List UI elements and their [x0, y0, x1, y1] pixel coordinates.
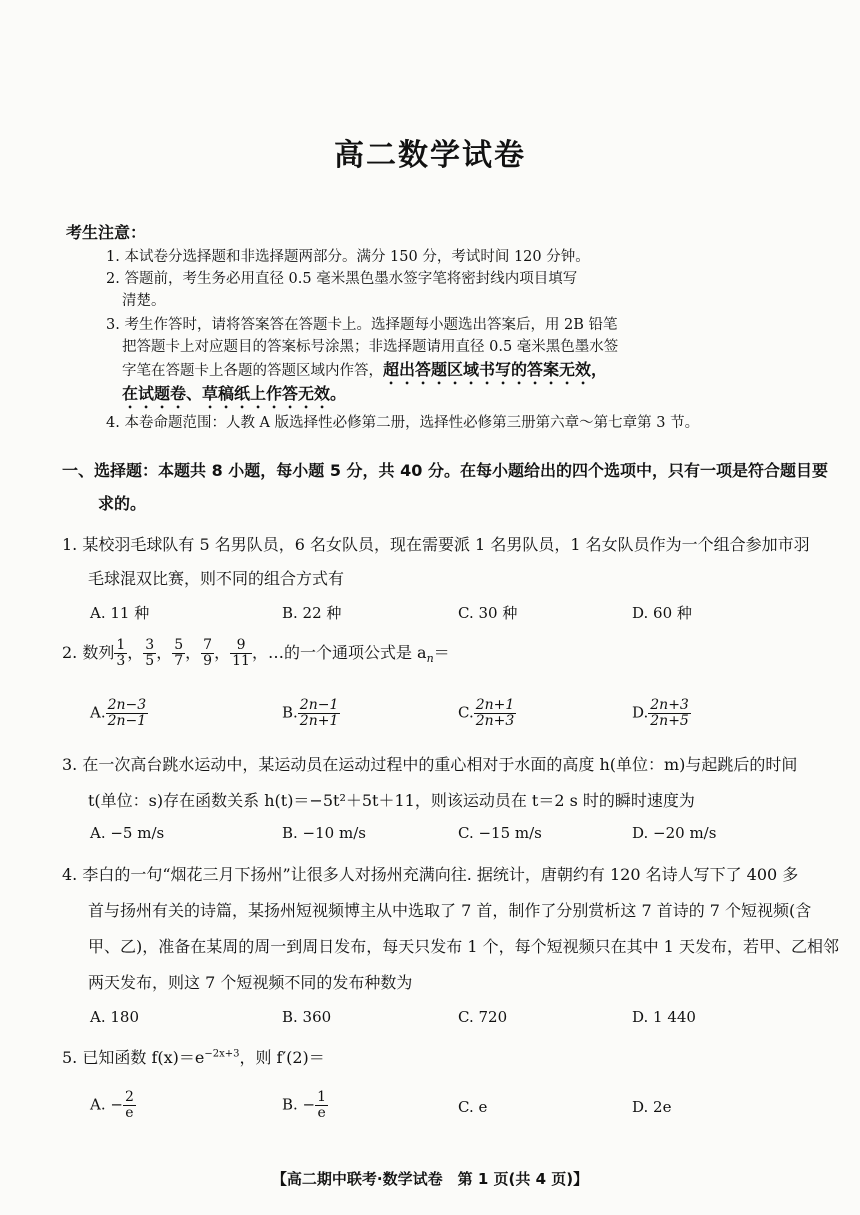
q4-line-2: 首与扬州有关的诗篇，某扬州短视频博主从中选取了 7 首，制作了分别赏析这 7 首诗的 7 个短视频(含: [88, 901, 812, 920]
q1-option-a: A. 11 种: [90, 604, 150, 622]
q5-option-a: A. − $\frac{2}{e}$: [90, 1089, 134, 1121]
q1-option-d: D. 60 种: [632, 604, 692, 622]
q2-frac-4: $\frac{7}{9}$: [203, 637, 213, 669]
q1-option-b: B. 22 种: [282, 604, 342, 622]
notice-item-2a: 2. 答题前，考生务必用直径 0.5 毫米黑色墨水签字笔将密封线内项目填写: [106, 271, 578, 287]
q4-option-a: A. 180: [90, 1008, 139, 1026]
q2-suffix: ，…的一个通项公式是 a: [251, 643, 427, 662]
q4-option-b: B. 360: [282, 1008, 332, 1026]
q4-option-c: C. 720: [458, 1008, 508, 1026]
q4-line-1: 4. 李白的一句“烟花三月下扬州”让很多人对扬州充满向往. 据统计，唐朝约有 120 名诗人写下了 400 多: [62, 865, 799, 884]
q3-option-a: A. −5 m/s: [90, 824, 165, 842]
q2-prefix: 2. 数列: [62, 643, 115, 662]
page-footer: 【高二期中联考·数学试卷 第 1 页(共 4 页)】: [271, 1170, 589, 1188]
q1-line-1: 1. 某校羽毛球队有 5 名男队员，6 名女队员，现在需要派 1 名男队员，1 名女队员作为一个组合参加市羽: [62, 535, 810, 554]
q2-option-c: C. $\frac{2n+1}{2n+3}$: [458, 697, 515, 729]
q3-line-1: 3. 在一次高台跳水运动中，某运动员在运动过程中的重心相对于水面的高度 h(单位：m)与起跳后的时间: [62, 755, 798, 774]
q5-option-c: C. e: [458, 1098, 488, 1116]
page-title: 高二数学试卷: [334, 138, 526, 173]
q2-frac-5: $\frac{9}{11}$: [232, 637, 250, 669]
q4-line-4: 两天发布，则这 7 个短视频不同的发布种数为: [88, 973, 413, 992]
notice-item-3c-bold: 超出答题区域书写的答案无效，: [383, 360, 608, 379]
q1-option-c: C. 30 种: [458, 604, 518, 622]
q2-suffix-end: ＝: [433, 643, 450, 662]
q5-exponent: −2x+3: [204, 1048, 240, 1060]
q2-option-a: A. $\frac{2n-3}{2n-1}$: [90, 697, 147, 729]
q3-line-2: t(单位：s)存在函数关系 h(t)＝−5t²＋5t＋11，则该运动员在 t＝2 s 时的瞬时速度为: [88, 791, 695, 810]
q3-option-d: D. −20 m/s: [632, 824, 717, 842]
q4-option-d: D. 1 440: [632, 1008, 696, 1026]
notice-item-3b: 把答题卡上对应题目的答案标号涂黑；非选择题请用直径 0.5 毫米黑色墨水签: [122, 339, 619, 355]
q2-suffix-sub: n: [426, 652, 434, 666]
notice-item-1: 1. 本试卷分选择题和非选择题两部分。满分 150 分，考试时间 120 分钟。: [106, 249, 590, 265]
q2-frac-2: $\frac{3}{5}$: [145, 637, 155, 669]
q3-option-c: C. −15 m/s: [458, 824, 542, 842]
notice-item-4: 4. 本卷命题范围：人教 A 版选择性必修第二册，选择性必修第三册第六章～第七章第 3 节。: [106, 415, 700, 431]
q4-line-3: 甲、乙)，准备在某周的周一到周日发布，每天只发布 1 个，每个短视频只在其中 1 天发布，若甲、乙相邻: [88, 937, 839, 956]
q3-option-b: B. −10 m/s: [282, 824, 366, 842]
q2-stem: 2. 数列 $\frac{1}{3}$ ， $\frac{3}{5}$ ， $\frac{5}{7}$ ， $\frac{7}{9}$ ， $\frac{9}{11}$ ，…的一个通项公式是 $a_n=$: [62, 637, 450, 669]
section-1-line-2: 求的。: [98, 494, 147, 513]
q5-suffix: ，则 f′(2)＝: [239, 1048, 325, 1067]
q5-option-b: B. − $\frac{1}{e}$: [282, 1089, 327, 1121]
q5-prefix: 5. 已知函数 f(x)＝e: [62, 1048, 205, 1067]
notice-item-3d-bold: 在试题卷、草稿纸上作答无效。: [122, 384, 347, 403]
q5-option-d: D. 2e: [632, 1098, 672, 1116]
q2-frac-3: $\frac{5}{7}$: [174, 637, 184, 669]
notice-item-3a: 3. 考生作答时，请将答案答在答题卡上。选择题每小题选出答案后，用 2B 铅笔: [106, 317, 618, 333]
q5-stem: [62, 1045, 325, 1068]
q1-line-2: 毛球混双比赛，则不同的组合方式有: [88, 569, 345, 588]
notice-heading: 考生注意：: [66, 223, 147, 242]
q2-option-b: B. $\frac{2n-1}{2n+1}$: [282, 697, 339, 729]
q2-frac-1: $\frac{1}{3}$: [116, 637, 126, 669]
section-1-line-1: 一、选择题：本题共 8 小题，每小题 5 分，共 40 分。在每小题给出的四个选项中，只有一项是符合题目要: [62, 461, 828, 480]
q2-option-d: D. $\frac{2n+3}{2n+5}$: [632, 697, 689, 729]
notice-item-2b: 清楚。: [122, 293, 166, 309]
notice-item-3c-text: 字笔在答题卡上各题的答题区域内作答，: [122, 363, 383, 379]
